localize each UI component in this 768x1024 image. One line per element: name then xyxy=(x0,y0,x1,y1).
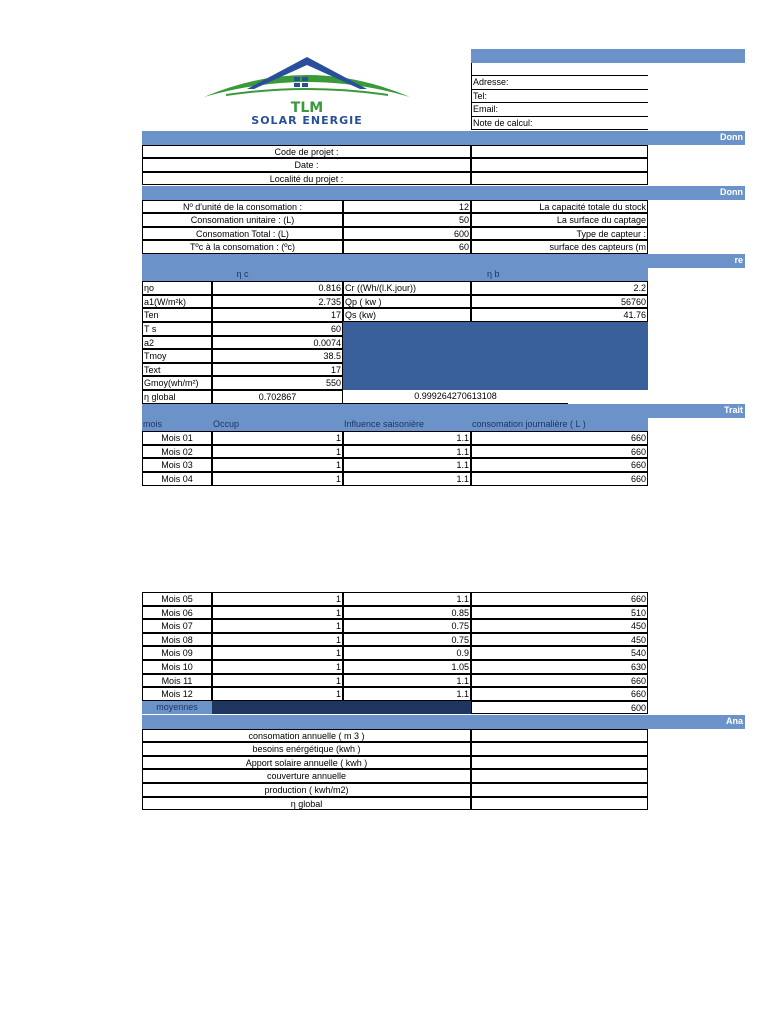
month-influence[interactable]: 1.1 xyxy=(343,687,471,701)
consumption-row xyxy=(142,240,648,254)
param-value[interactable]: 0.816 xyxy=(212,281,343,295)
month-occupancy[interactable]: 1 xyxy=(212,633,343,647)
total-consumption-value[interactable]: 600 xyxy=(343,227,471,241)
month-influence[interactable]: 1.1 xyxy=(343,445,471,459)
month-occupancy[interactable]: 1 xyxy=(212,592,343,606)
daily-consumption-header: consomation journalière ( L ) xyxy=(471,418,648,432)
locality-label: Localité du projet : xyxy=(142,172,471,186)
address-label: Adresse: xyxy=(471,76,648,90)
month-occupancy[interactable]: 1 xyxy=(212,472,343,486)
bparam-value[interactable]: 41.76 xyxy=(471,308,648,322)
logo-line1: TLM xyxy=(290,100,324,116)
global-b-value: 0.999264270613108 xyxy=(343,390,568,404)
month-row xyxy=(142,687,648,701)
collector-type-label: Type de capteur : xyxy=(471,227,648,241)
month-row xyxy=(142,619,648,633)
bparam-label: Qp ( kw ) xyxy=(343,295,471,309)
temperature-label: Tºc à la consomation : (ºc) xyxy=(142,240,343,254)
analysis-label: consomation annuelle ( m 3 ) xyxy=(142,729,471,743)
param-label: Tmoy xyxy=(142,349,212,363)
month-name: Mois 11 xyxy=(142,674,212,688)
month-occupancy[interactable]: 1 xyxy=(212,619,343,633)
email-label: Email: xyxy=(471,103,648,117)
month-header: mois xyxy=(142,418,212,432)
logo-graphic xyxy=(142,49,471,131)
month-consumption: 510 xyxy=(471,606,648,620)
analysis-label: Apport solaire annuelle ( kwh ) xyxy=(142,756,471,770)
section5-title: Ana xyxy=(725,716,743,726)
month-row xyxy=(142,431,648,445)
analysis-row xyxy=(142,769,648,783)
section1-title: Donn xyxy=(720,132,743,142)
analysis-value xyxy=(471,742,648,756)
month-influence[interactable]: 1.1 xyxy=(343,458,471,472)
efficiency-header-row xyxy=(142,268,648,282)
analysis-row xyxy=(142,729,648,743)
month-consumption: 660 xyxy=(471,445,648,459)
header-band xyxy=(471,49,745,63)
consumption-row xyxy=(142,213,648,227)
month-consumption: 450 xyxy=(471,619,648,633)
param-label: Gmoy(wh/m²) xyxy=(142,376,212,390)
param-label: a2 xyxy=(142,336,212,350)
param-value[interactable]: 550 xyxy=(212,376,343,390)
logo-line2: SOLAR ENERGIE xyxy=(251,114,363,127)
eta-b-header: η b xyxy=(471,268,648,282)
project-code-row xyxy=(142,145,648,159)
month-influence[interactable]: 1.05 xyxy=(343,660,471,674)
month-consumption: 660 xyxy=(471,431,648,445)
month-name: Mois 03 xyxy=(142,458,212,472)
param-label: ηo xyxy=(142,281,212,295)
bparam-value[interactable]: 2.2 xyxy=(471,281,648,295)
param-label: a1(W/m²k) xyxy=(142,295,212,309)
month-name: Mois 06 xyxy=(142,606,212,620)
month-influence[interactable]: 0.75 xyxy=(343,619,471,633)
param-value[interactable]: 0.0074 xyxy=(212,336,343,350)
month-occupancy[interactable]: 1 xyxy=(212,674,343,688)
unit-count-value[interactable]: 12 xyxy=(343,200,471,214)
month-name: Mois 09 xyxy=(142,646,212,660)
company-logo xyxy=(142,49,471,131)
consumption-row xyxy=(142,200,648,214)
month-name: Mois 02 xyxy=(142,445,212,459)
analysis-value xyxy=(471,797,648,811)
month-row xyxy=(142,633,648,647)
average-label: moyennes xyxy=(142,701,212,715)
param-value[interactable]: 38.5 xyxy=(212,349,343,363)
bparam-label: Qs (kw) xyxy=(343,308,471,322)
param-label: Text xyxy=(142,363,212,377)
month-occupancy[interactable]: 1 xyxy=(212,445,343,459)
param-label: T s xyxy=(142,322,212,336)
section5-band xyxy=(142,715,745,729)
tel-label: Tel: xyxy=(471,90,648,104)
month-influence[interactable]: 0.85 xyxy=(343,606,471,620)
param-value[interactable]: 2.735 xyxy=(212,295,343,309)
month-influence[interactable]: 1.1 xyxy=(343,472,471,486)
month-consumption: 540 xyxy=(471,646,648,660)
date-value[interactable] xyxy=(471,158,648,172)
average-dark-fill xyxy=(212,701,471,715)
month-name: Mois 07 xyxy=(142,619,212,633)
month-row xyxy=(142,472,648,486)
section2-title: Donn xyxy=(720,187,743,197)
occupancy-header: Occup xyxy=(212,418,343,432)
analysis-row xyxy=(142,783,648,797)
collector-surface-label: surface des capteurs (m xyxy=(471,240,648,254)
temperature-value[interactable]: 60 xyxy=(343,240,471,254)
note-label: Note de calcul: xyxy=(471,117,648,131)
analysis-value xyxy=(471,756,648,770)
month-name: Mois 10 xyxy=(142,660,212,674)
month-name: Mois 05 xyxy=(142,592,212,606)
consumption-row xyxy=(142,227,648,241)
analysis-label: η global xyxy=(142,797,471,811)
month-name: Mois 12 xyxy=(142,687,212,701)
month-occupancy[interactable]: 1 xyxy=(212,431,343,445)
section4-band xyxy=(142,404,745,418)
unit-count-label: Nº d'unité de la consomation : xyxy=(142,200,343,214)
analysis-value xyxy=(471,769,648,783)
month-influence[interactable]: 1.1 xyxy=(343,431,471,445)
month-influence[interactable]: 0.9 xyxy=(343,646,471,660)
analysis-value xyxy=(471,729,648,743)
section3-band xyxy=(142,254,745,268)
month-row xyxy=(142,458,648,472)
month-consumption: 660 xyxy=(471,674,648,688)
month-consumption: 660 xyxy=(471,458,648,472)
bparam-value[interactable]: 56760 xyxy=(471,295,648,309)
analysis-label: besoins enérgétique (kwh ) xyxy=(142,742,471,756)
locality-row xyxy=(142,172,648,186)
analysis-row xyxy=(142,797,648,811)
unit-consumption-label: Consomation unitaire : (L) xyxy=(142,213,343,227)
locality-value[interactable] xyxy=(471,172,648,186)
contact-blank-row xyxy=(471,63,648,77)
section3-title: re xyxy=(734,255,743,265)
month-row xyxy=(142,660,648,674)
month-consumption: 450 xyxy=(471,633,648,647)
unit-consumption-value[interactable]: 50 xyxy=(343,213,471,227)
month-occupancy[interactable]: 1 xyxy=(212,660,343,674)
month-consumption: 660 xyxy=(471,472,648,486)
eta-c-header-fill xyxy=(343,268,471,282)
month-occupancy[interactable]: 1 xyxy=(212,646,343,660)
month-row xyxy=(142,646,648,660)
date-label: Date : xyxy=(142,158,471,172)
month-influence[interactable]: 1.1 xyxy=(343,674,471,688)
month-name: Mois 04 xyxy=(142,472,212,486)
month-consumption: 660 xyxy=(471,687,648,701)
param-row xyxy=(142,308,648,322)
month-occupancy[interactable]: 1 xyxy=(212,606,343,620)
monthly-header-row xyxy=(142,418,648,432)
total-consumption-label: Consomation Total : (L) xyxy=(142,227,343,241)
month-row xyxy=(142,445,648,459)
month-influence[interactable]: 1.1 xyxy=(343,592,471,606)
month-row xyxy=(142,592,648,606)
month-consumption: 630 xyxy=(471,660,648,674)
param-row xyxy=(142,295,648,309)
analysis-label: couverture annuelle xyxy=(142,769,471,783)
month-name: Mois 08 xyxy=(142,633,212,647)
storage-capacity-label: La capacité totale du stock xyxy=(471,200,648,214)
seasonal-header: Influence saisonière xyxy=(343,418,471,432)
bparam-label: Cr ((Wh/(l.K.jour)) xyxy=(343,281,471,295)
param-row xyxy=(142,281,648,295)
analysis-row xyxy=(142,756,648,770)
global-value: 0.702867 xyxy=(212,390,343,404)
param-value[interactable]: 17 xyxy=(212,363,343,377)
global-label: η global xyxy=(142,390,212,404)
month-name: Mois 01 xyxy=(142,431,212,445)
global-row xyxy=(142,390,648,404)
analysis-value xyxy=(471,783,648,797)
month-row xyxy=(142,606,648,620)
month-row xyxy=(142,674,648,688)
section2-band xyxy=(142,186,745,200)
capture-surface-label: La surface du captage xyxy=(471,213,648,227)
section4-title: Trait xyxy=(723,405,743,415)
project-code-label: Code de projet : xyxy=(142,145,471,159)
average-row xyxy=(142,701,648,715)
param-label: Ten xyxy=(142,308,212,322)
analysis-row xyxy=(142,742,648,756)
project-code-value[interactable] xyxy=(471,145,648,159)
section1-band xyxy=(142,131,745,145)
month-occupancy[interactable]: 1 xyxy=(212,687,343,701)
dark-block xyxy=(343,322,648,390)
average-value: 600 xyxy=(471,701,648,715)
month-occupancy[interactable]: 1 xyxy=(212,458,343,472)
analysis-label: production ( kwh/m2) xyxy=(142,783,471,797)
month-influence[interactable]: 0.75 xyxy=(343,633,471,647)
month-consumption: 660 xyxy=(471,592,648,606)
param-value[interactable]: 60 xyxy=(212,322,343,336)
param-value[interactable]: 17 xyxy=(212,308,343,322)
eta-c-header: η c xyxy=(142,268,343,282)
date-row xyxy=(142,158,648,172)
